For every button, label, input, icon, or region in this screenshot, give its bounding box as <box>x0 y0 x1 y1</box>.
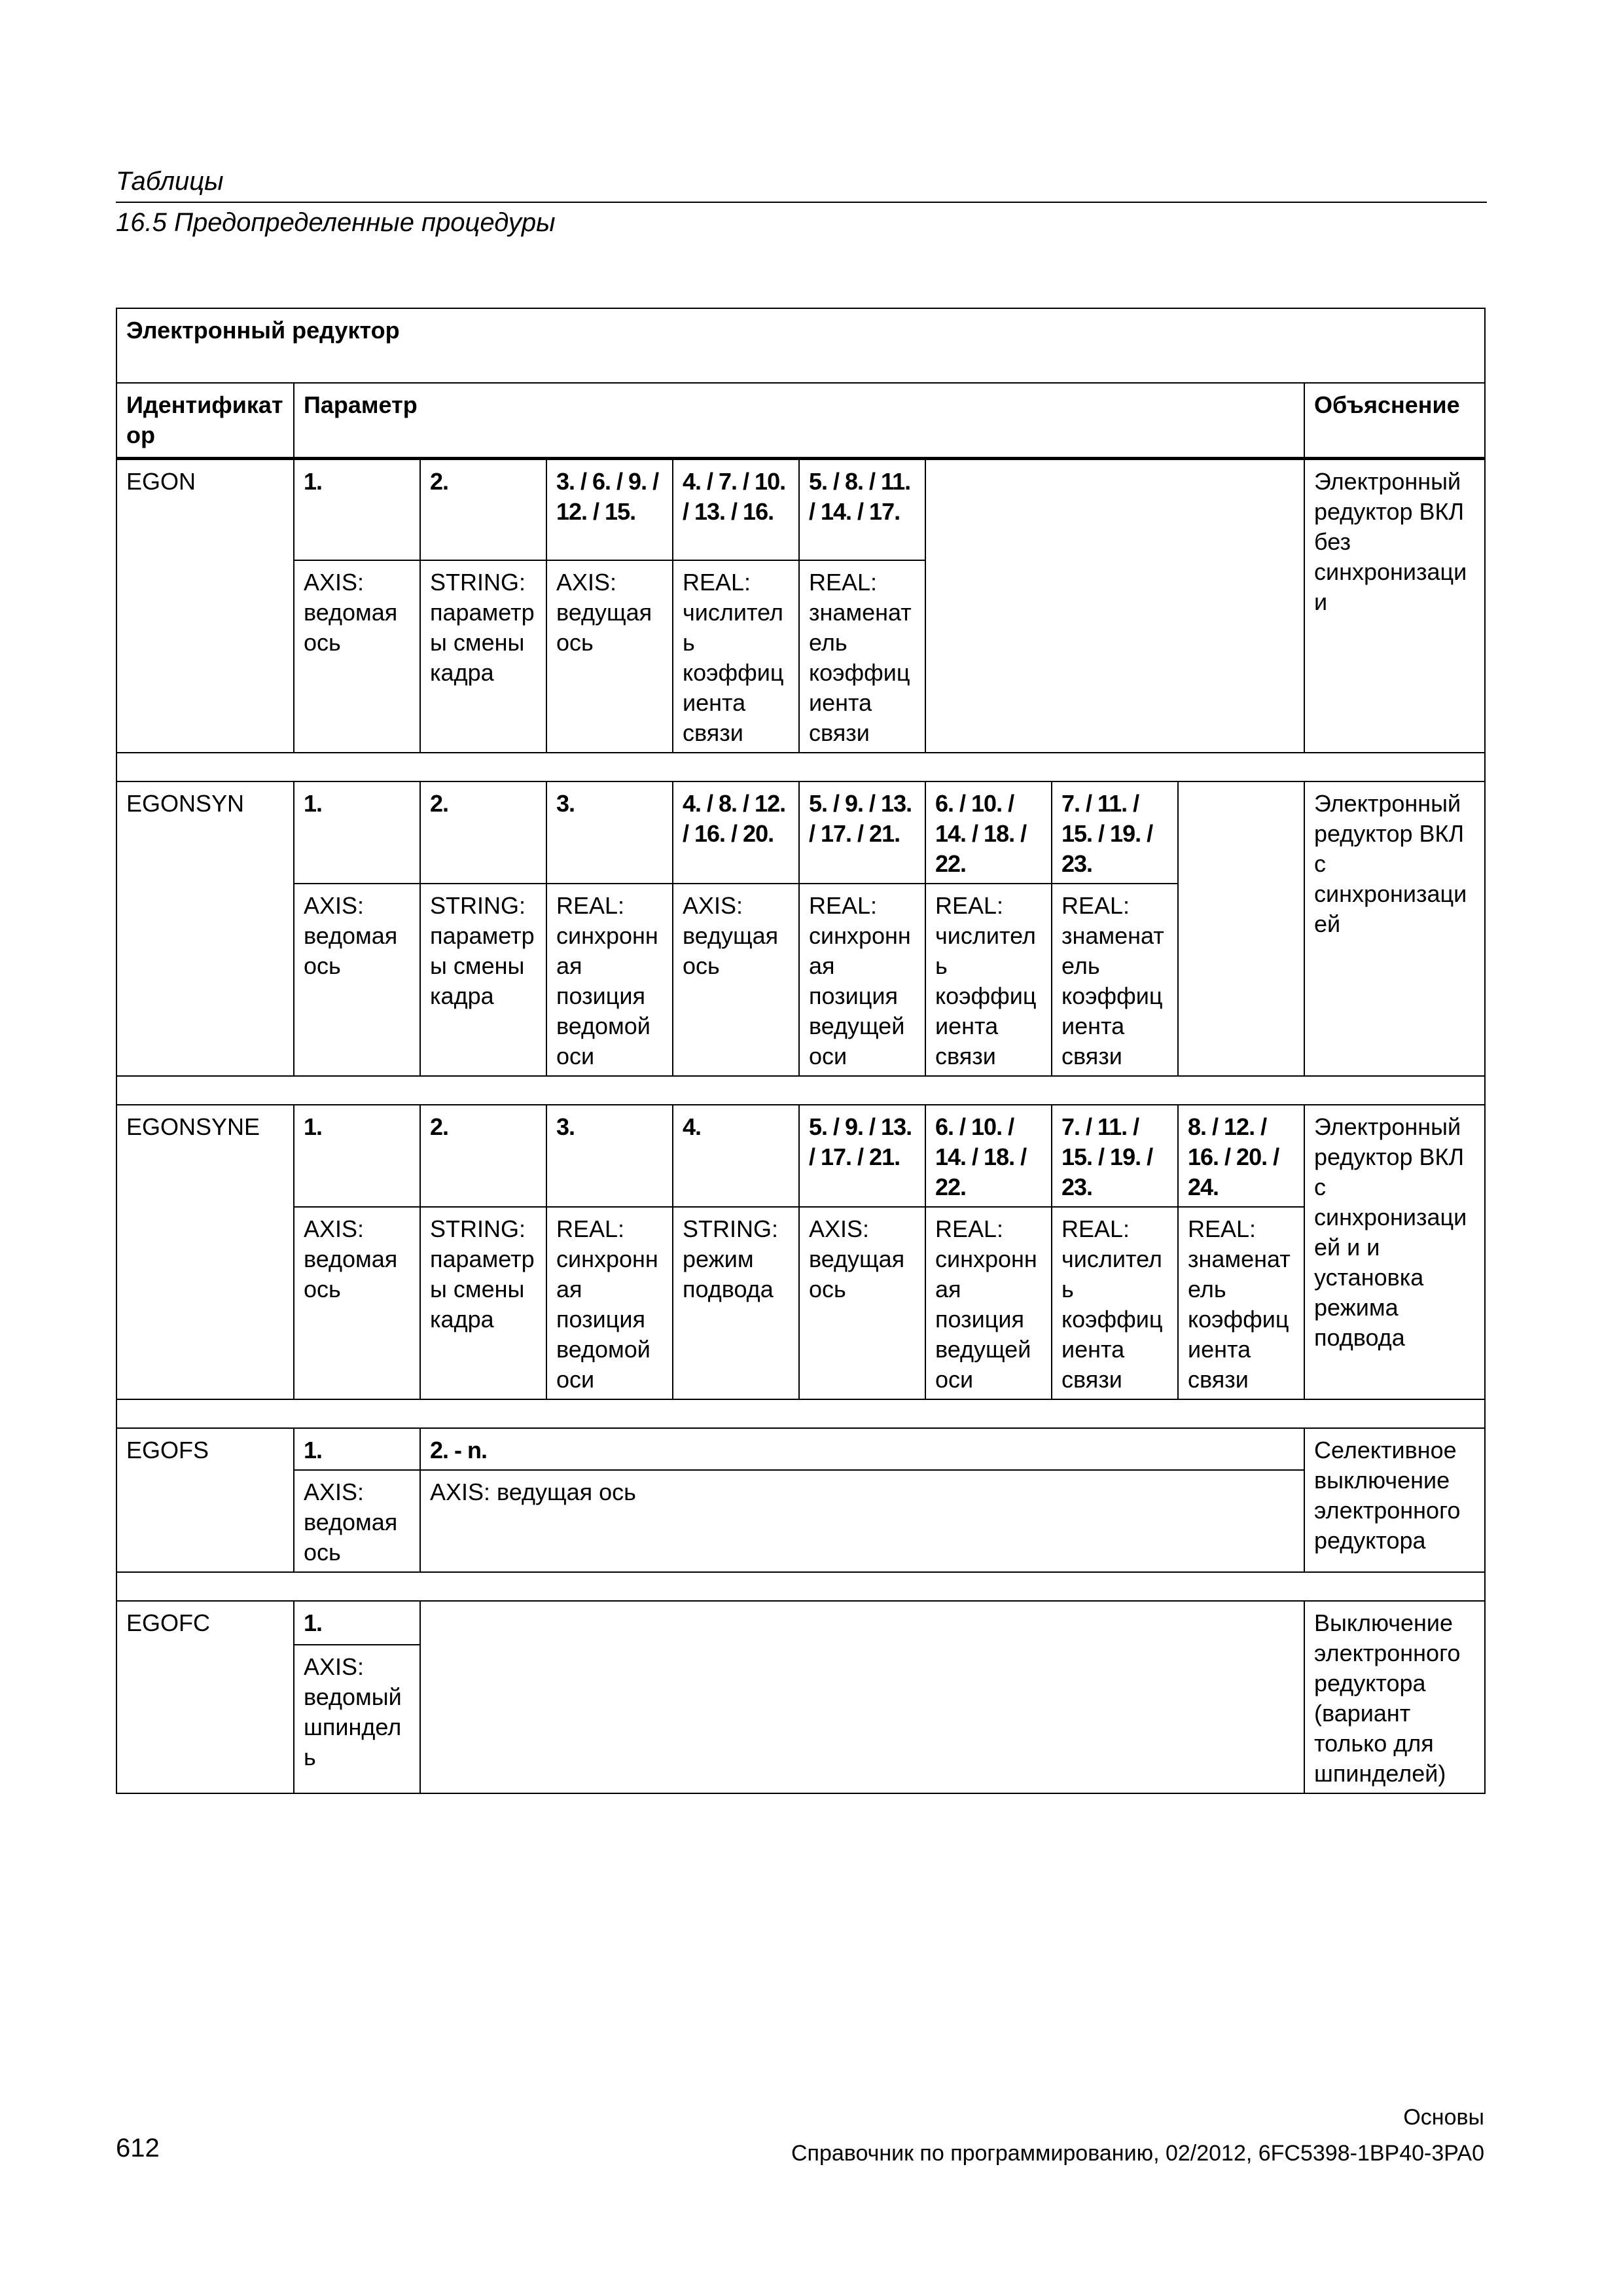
footer-book: Основы <box>1403 2105 1484 2130</box>
running-header-subsection: 16.5 Предопределенные процедуры <box>116 208 556 237</box>
param-type: AXIS: ведомая ось <box>294 1207 420 1399</box>
param-type: STRING: параметры смены кадра <box>420 1207 546 1399</box>
param-type: AXIS: ведущая ось <box>673 884 799 1076</box>
param-number: 3. / 6. / 9. / 12. / 15. <box>546 459 673 561</box>
row-identifier: EGON <box>116 459 294 753</box>
param-number: 4. / 8. / 12. / 16. / 20. <box>673 781 799 884</box>
row-spacer <box>116 1572 1485 1601</box>
header-rule <box>116 202 1487 203</box>
param-number: 2. <box>420 459 546 561</box>
table-row <box>116 459 1485 561</box>
param-type: REAL: числитель коэффициента связи <box>673 560 799 753</box>
param-number: 1. <box>294 1428 420 1470</box>
param-number: 4. / 7. / 10. / 13. / 16. <box>673 459 799 561</box>
param-type: AXIS: ведомая ось <box>294 560 420 753</box>
param-number: 1. <box>294 1105 420 1207</box>
row-spacer <box>116 1399 1485 1428</box>
param-type: REAL: числитель коэффициента связи <box>1052 1207 1178 1399</box>
param-type: STRING: параметры смены кадра <box>420 884 546 1076</box>
page-number: 612 <box>116 2134 160 2162</box>
param-number: 1. <box>294 1601 420 1645</box>
param-number: 5. / 8. / 11. / 14. / 17. <box>799 459 925 561</box>
row-explanation: Выключение электронного редуктора (вариант только для шпинделей) <box>1304 1601 1485 1793</box>
row-identifier: EGONSYNE <box>116 1105 294 1399</box>
row-identifier: EGONSYN <box>116 781 294 1076</box>
param-type: AXIS: ведущая ось <box>546 560 673 753</box>
param-number: 5. / 9. / 13. / 17. / 21. <box>799 1105 925 1207</box>
param-type: REAL: знаменатель коэффициента связи <box>799 560 925 753</box>
col-header-parameter: Параметр <box>294 383 1304 459</box>
row-spacer <box>116 1076 1485 1105</box>
param-type: REAL: синхронная позиция ведомой оси <box>546 1207 673 1399</box>
row-identifier: EGOFS <box>116 1428 294 1572</box>
col-header-explanation: Объяснение <box>1304 383 1485 459</box>
param-number: 5. / 9. / 13. / 17. / 21. <box>799 781 925 884</box>
table-row <box>116 1428 1485 1470</box>
param-number: 6. / 10. / 14. / 18. / 22. <box>925 781 1052 884</box>
param-number: 2. <box>420 1105 546 1207</box>
param-type: AXIS: ведомая ось <box>294 884 420 1076</box>
param-number: 2. - n. <box>420 1428 1304 1470</box>
param-number: 2. <box>420 781 546 884</box>
param-type: AXIS: ведомый шпиндель <box>294 1645 420 1793</box>
row-identifier: EGOFC <box>116 1601 294 1793</box>
param-type: REAL: синхронная позиция ведущей оси <box>799 884 925 1076</box>
param-number: 3. <box>546 781 673 884</box>
table-row <box>116 781 1485 884</box>
empty-cell <box>420 1601 1304 1793</box>
row-spacer <box>116 753 1485 781</box>
param-type: REAL: числитель коэффициента связи <box>925 884 1052 1076</box>
param-number: 6. / 10. / 14. / 18. / 22. <box>925 1105 1052 1207</box>
param-number: 4. <box>673 1105 799 1207</box>
param-type: REAL: знаменатель коэффициента связи <box>1178 1207 1304 1399</box>
param-type: REAL: знаменатель коэффициента связи <box>1052 884 1178 1076</box>
param-number: 3. <box>546 1105 673 1207</box>
param-type: REAL: синхронная позиция ведомой оси <box>546 884 673 1076</box>
param-number: 1. <box>294 781 420 884</box>
param-type: REAL: синхронная позиция ведущей оси <box>925 1207 1052 1399</box>
row-explanation: Электронный редуктор ВКЛ без синхронизации <box>1304 459 1485 753</box>
table-row <box>116 1470 1485 1572</box>
param-number: 1. <box>294 459 420 561</box>
table-row <box>116 1207 1485 1399</box>
col-header-identifier: Идентификатор <box>116 383 294 459</box>
row-explanation: Электронный редуктор ВКЛ с синхронизацией и и установка режима подвода <box>1304 1105 1485 1399</box>
table-title: Электронный редуктор <box>116 308 1485 383</box>
table-row <box>116 1601 1485 1645</box>
param-type: STRING: параметры смены кадра <box>420 560 546 753</box>
running-header-section: Таблицы <box>116 167 224 196</box>
param-number: 7. / 11. / 15. / 19. / 23. <box>1052 781 1178 884</box>
param-type: AXIS: ведомая ось <box>294 1470 420 1572</box>
empty-cell <box>925 459 1304 753</box>
table-row <box>116 1105 1485 1207</box>
param-type: AXIS: ведущая ось <box>799 1207 925 1399</box>
row-explanation: Электронный редуктор ВКЛ с синхронизацией <box>1304 781 1485 1076</box>
param-number: 7. / 11. / 15. / 19. / 23. <box>1052 1105 1178 1207</box>
row-explanation: Селективное выключение электронного редуктора <box>1304 1428 1485 1572</box>
param-type: AXIS: ведущая ось <box>420 1470 1304 1572</box>
param-type: STRING: режим подвода <box>673 1207 799 1399</box>
empty-cell <box>1178 781 1304 1076</box>
param-number: 8. / 12. / 16. / 20. / 24. <box>1178 1105 1304 1207</box>
footer-reference: Справочник по программированию, 02/2012, 6FC5398-1BP40-3PA0 <box>791 2141 1484 2166</box>
procedures-table <box>116 308 1484 1794</box>
